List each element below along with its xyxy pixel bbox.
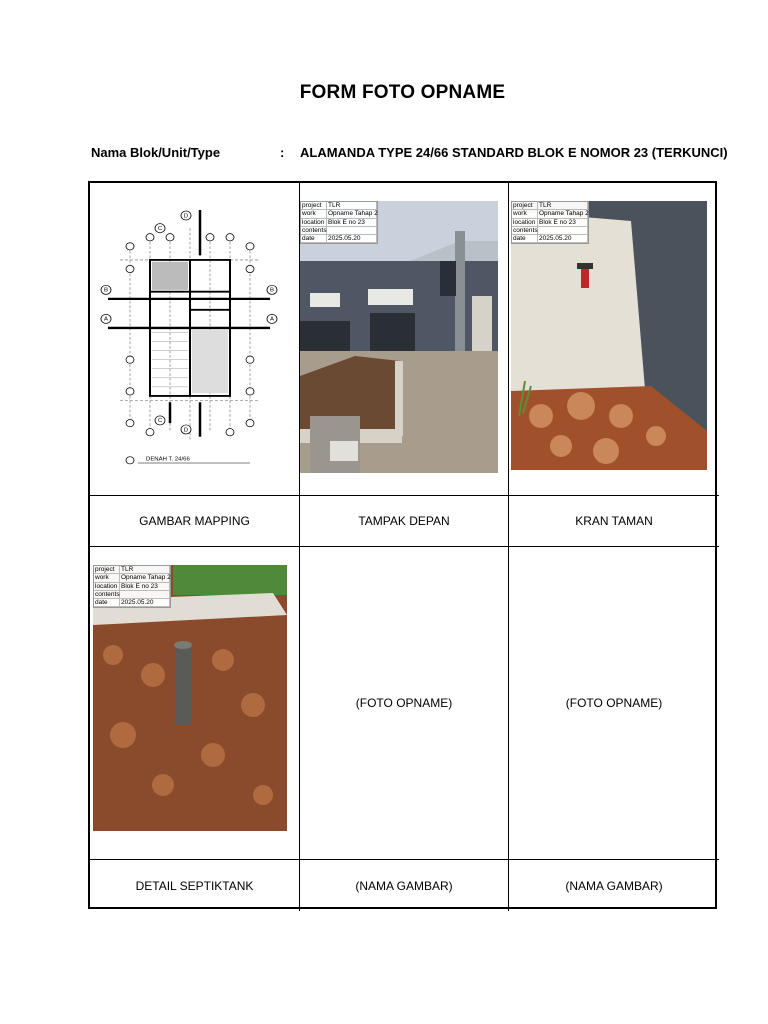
form-title: FORM FOTO OPNAME — [299, 82, 506, 103]
svg-text:A: A — [269, 316, 275, 323]
grid-marker-a: A — [103, 316, 109, 323]
svg-text:B: B — [269, 287, 275, 294]
unit-colon: : — [280, 145, 285, 160]
septic-photo[interactable] — [93, 565, 287, 831]
svg-text:D: D — [183, 427, 189, 434]
label-septic: DETAIL SEPTIKTANK — [135, 878, 254, 893]
cell-septic — [90, 547, 300, 860]
photo-stamp: project TLR work Opname Tahap 2 location Blok E no 23 contents date 2025.05.20 — [93, 565, 171, 608]
photo-stamp: project TLR work Opname Tahap 2 location Blok E no 23 contents date 2025.05.20 — [300, 201, 378, 244]
photo-placeholder: (FOTO OPNAME) — [355, 696, 453, 710]
photo-stamp: project TLR work Opname Tahap 2 location Blok E no 23 contents date 2025.05.20 — [511, 201, 589, 244]
photo-grid — [88, 181, 717, 909]
label-image-name: (NAMA GAMBAR) — [565, 878, 663, 893]
label-garden-tap: KRAN TAMAN — [575, 514, 653, 528]
cell-garden-tap — [509, 183, 719, 496]
label-image-name: (NAMA GAMBAR) — [355, 878, 453, 893]
cell-front-view — [300, 183, 509, 496]
label-front-view: TAMPAK DEPAN — [358, 514, 450, 528]
label-mapping: GAMBAR MAPPING — [139, 514, 250, 528]
floorplan-drawing[interactable] — [90, 201, 288, 473]
garden-tap-photo[interactable] — [511, 201, 707, 470]
grid-marker-c: C — [157, 226, 163, 232]
cell-floorplan — [90, 183, 300, 496]
photo-placeholder: (FOTO OPNAME) — [565, 696, 663, 710]
grid-marker-b: B — [103, 287, 109, 294]
svg-text:C: C — [157, 418, 163, 425]
unit-value: ALAMANDA TYPE 24/66 STANDARD BLOK E NOMOR 23 (TERKUNCI) — [300, 145, 728, 160]
front-view-photo[interactable] — [300, 201, 498, 473]
grid-marker-d: D — [183, 213, 189, 220]
floorplan-caption: DENAH T. 24/66 — [146, 456, 190, 463]
unit-label: Nama Blok/Unit/Type — [91, 145, 221, 160]
